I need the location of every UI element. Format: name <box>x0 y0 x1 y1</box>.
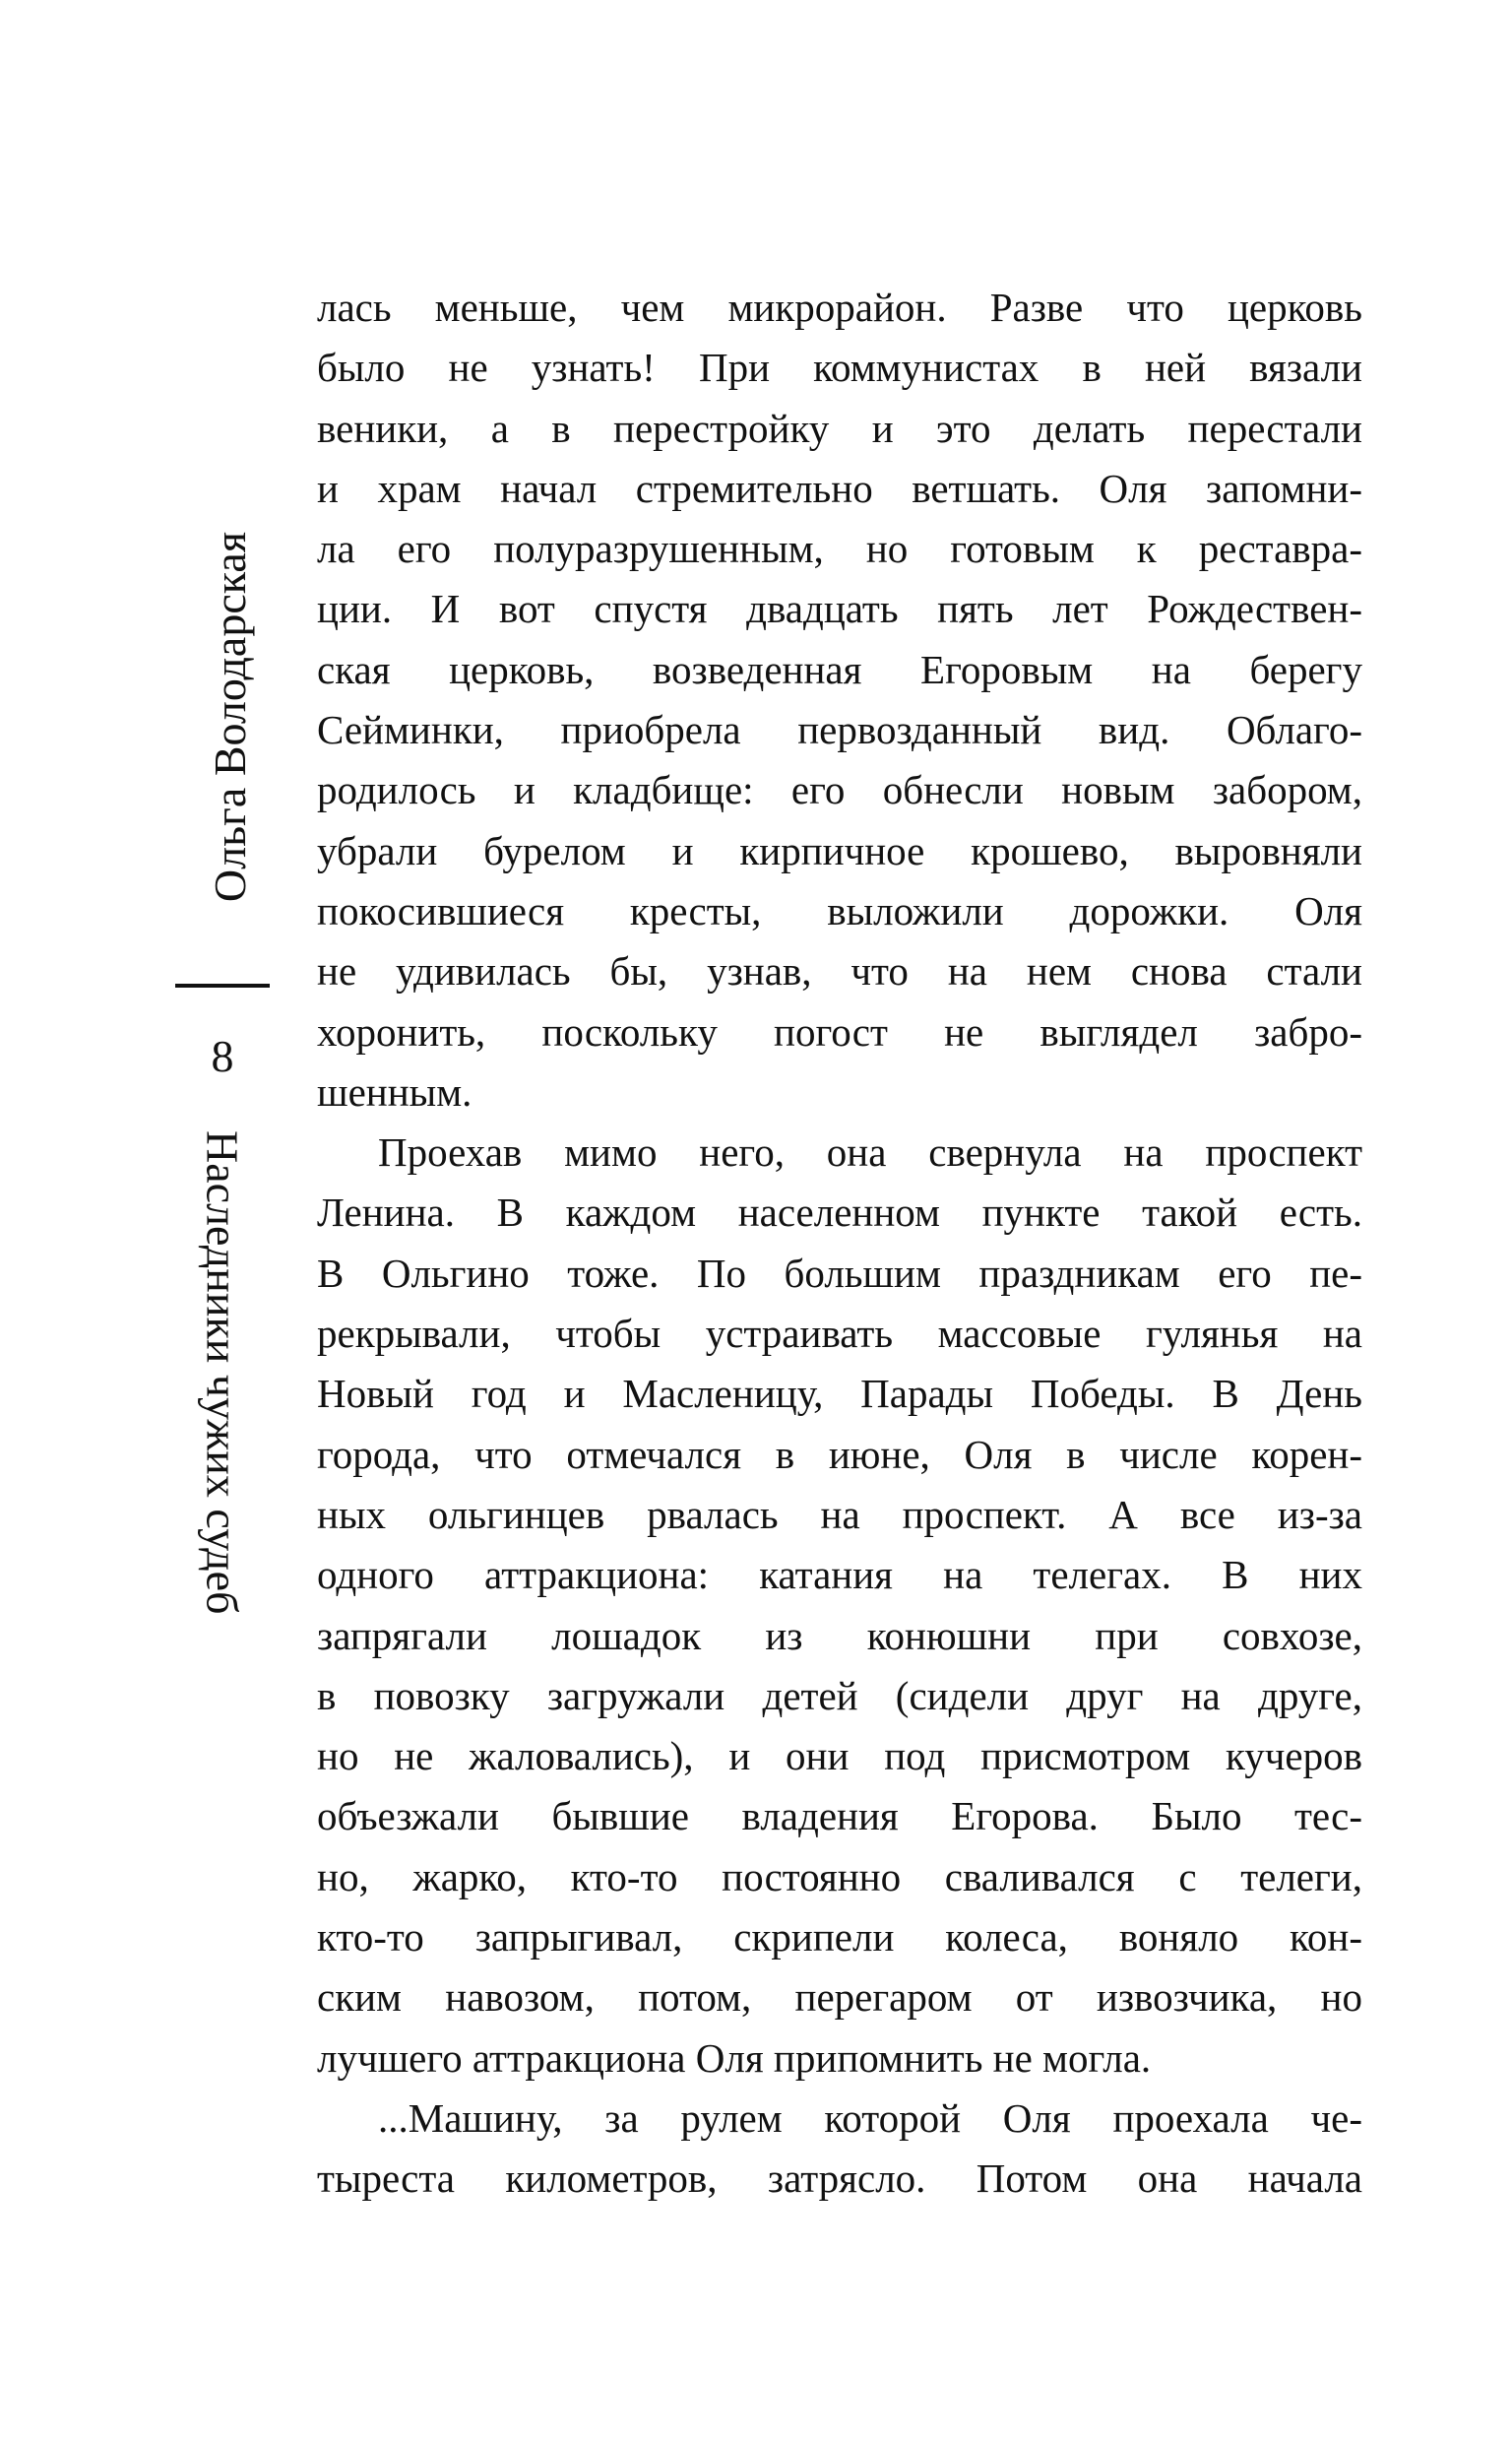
running-head <box>175 481 284 1682</box>
text-line: в повозку загружали детей (сидели друг на друге, <box>317 1672 1362 1718</box>
running-head-author <box>175 481 284 953</box>
text-line: не удивилась бы, узнав, что на нем снова стали <box>317 948 1362 995</box>
body-text <box>317 278 1362 2210</box>
text-line: но, жарко, кто-то постоянно сваливался с телеги, <box>317 1853 1362 1899</box>
text-line: ных ольгинцев рвалась на проспект. А все из-за <box>317 1491 1362 1537</box>
text-line: одного аттракциона: катания на телегах. В них <box>317 1552 1362 1598</box>
text-line: Ленина. В каждом населенном пункте такой есть. <box>317 1189 1362 1236</box>
text-line: кто-то запрыгивал, скрипели колеса, воняло кон- <box>317 1914 1362 1961</box>
text-line: ла его полуразрушенным, но готовым к реставра- <box>317 526 1362 572</box>
text-line: Сейминки, приобрела первозданный вид. Облаго- <box>317 707 1362 753</box>
text-line: ская церковь, возведенная Егоровым на берегу <box>317 646 1362 692</box>
author-name: Ольга Володарская <box>204 531 255 903</box>
text-line: шенным. <box>317 1068 472 1115</box>
text-line: города, что отмечался в июне, Оля в числе корен- <box>317 1431 1362 1477</box>
text-line: лась меньше, чем микрорайон. Разве что церковь <box>317 285 1362 330</box>
book-title: Наследники чужих судеб <box>197 1130 248 1615</box>
paragraph-start-line: ...Машину, за рулем которой Оля проехала че- <box>378 2094 1362 2141</box>
running-head-divider <box>175 984 270 988</box>
text-line: убрали бурелом и кирпичное крошево, выровняли <box>317 827 1362 873</box>
page-number: 8 <box>211 1031 234 1081</box>
text-line: хоронить, поскольку погост не выглядел забро- <box>317 1008 1362 1055</box>
text-line: запрягали лошадок из конюшни при совхозе, <box>317 1612 1362 1658</box>
text-line: ским навозом, потом, перегаром от извозчика, но <box>317 1974 1362 2021</box>
paragraph-start-line: Проехав мимо него, она свернула на проспект <box>378 1129 1362 1176</box>
text-line: Новый год и Масленицу, Парады Победы. В День <box>317 1371 1362 1417</box>
text-line: и храм начал стремительно ветшать. Оля запомни- <box>317 465 1362 511</box>
text-line: объезжали бывшие владения Егорова. Было тес- <box>317 1793 1362 1839</box>
text-line: было не узнать! При коммунистах в ней вязали <box>317 345 1362 391</box>
text-line: лучшего аттракциона Оля припомнить не могла. <box>317 2034 1152 2081</box>
running-head-title <box>175 1130 270 1682</box>
text-line: ции. И вот спустя двадцать пять лет Рождествен- <box>317 586 1362 632</box>
text-line: но не жаловались), и они под присмотром кучеров <box>317 1733 1362 1779</box>
text-line: родилось и кладбище: его обнесли новым забором, <box>317 767 1362 813</box>
text-line: покосившиеся кресты, выложили дорожки. Оля <box>317 887 1362 933</box>
text-line: рекрывали, чтобы устраивать массовые гулянья на <box>317 1311 1362 1357</box>
text-line: веники, а в перестройку и это делать перестали <box>317 405 1362 451</box>
text-line: В Ольгино тоже. По большим праздникам его пе- <box>317 1250 1362 1296</box>
text-line: тыреста километров, затрясло. Потом она начала <box>317 2155 1362 2202</box>
